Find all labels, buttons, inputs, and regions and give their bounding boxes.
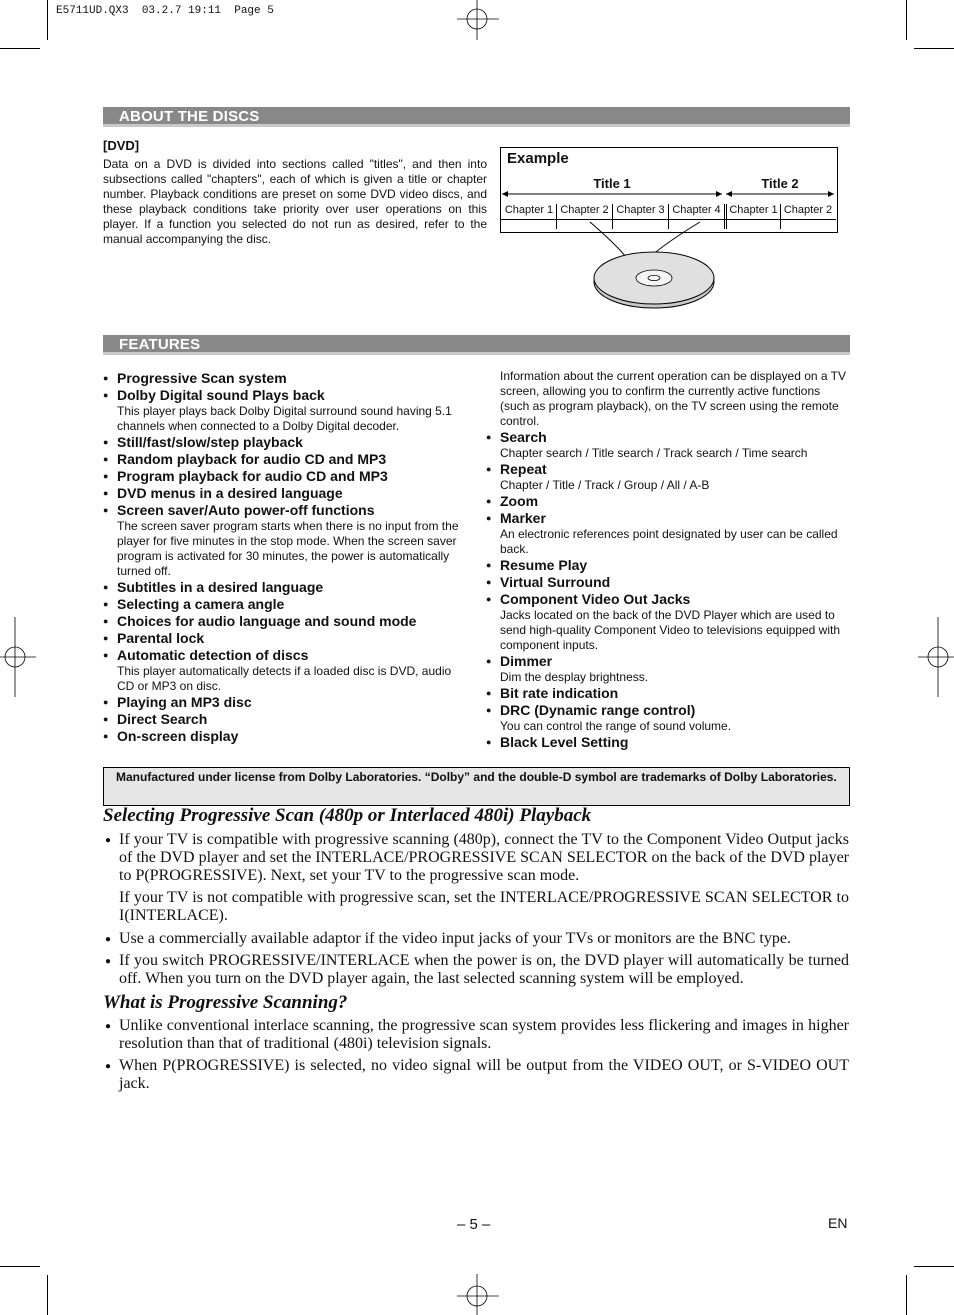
feature-item: ● Still/fast/slow/step playback bbox=[103, 434, 463, 451]
progressive-body bbox=[103, 831, 849, 988]
feature-item: ● Subtitles in a desired language bbox=[103, 579, 463, 596]
about-discs-heading-bar bbox=[103, 107, 850, 127]
feature-description: Jacks located on the back of the DVD Player which are used to send high-quality Component Video to televisions equipped with component inputs. bbox=[500, 608, 841, 652]
crop-mark bbox=[47, 1275, 48, 1315]
feature-item: ● Parental lock bbox=[103, 630, 463, 647]
what-is-heading: What is Progressive Scanning? bbox=[103, 992, 348, 1013]
feature-item: ● Component Video Out Jacks bbox=[486, 591, 846, 608]
crop-mark bbox=[0, 48, 40, 49]
feature-item: ● Screen saver/Auto power-off functions bbox=[103, 502, 463, 519]
example-label: Example bbox=[507, 150, 569, 167]
chapter-label: Chapter 1 bbox=[504, 204, 554, 216]
feature-item: ● Direct Search bbox=[103, 711, 463, 728]
feature-item: ● Progressive Scan system bbox=[103, 370, 463, 387]
feature-item: ● DRC (Dynamic range control) bbox=[486, 702, 846, 719]
dolby-notice: Manufactured under license from Dolby Laboratories. “Dolby” and the double-D symbol are trademarks of Dolby Laboratories. bbox=[103, 767, 850, 806]
features-heading: FEATURES bbox=[119, 336, 201, 353]
print-slug: E5711UD.QX3 03.2.7 19:11 Page 5 bbox=[56, 5, 274, 17]
feature-description: Dim the desplay brightness. bbox=[500, 670, 649, 684]
crop-mark bbox=[0, 1266, 40, 1267]
chapter-label: Chapter 2 bbox=[560, 204, 609, 216]
feature-description: An electronic references point designated by user can be called back. bbox=[500, 527, 838, 556]
registration-mark-left bbox=[0, 617, 40, 697]
page-number: – 5 – bbox=[457, 1216, 491, 1233]
features-list-right bbox=[486, 369, 846, 751]
features-heading-bar bbox=[103, 335, 850, 355]
feature-description: Chapter search / Title search / Track search / Time search bbox=[500, 446, 808, 460]
feature-description: This player plays back Dolby Digital surround sound having 5.1 channels when connected to a Dolby Digital decoder. bbox=[117, 404, 452, 433]
feature-description: The screen saver program starts when there is no input from the player for five minutes in the stop mode. When the screen saver program is activated for 30 minutes, the power is automatically turned off. bbox=[117, 519, 459, 578]
registration-mark-right bbox=[914, 617, 954, 697]
feature-item: ● Resume Play bbox=[486, 557, 846, 574]
crop-mark bbox=[906, 1275, 907, 1315]
chapter-label: Chapter 3 bbox=[616, 204, 665, 216]
dvd-label: [DVD] bbox=[103, 138, 140, 153]
feature-item: ● Selecting a camera angle bbox=[103, 596, 463, 613]
crop-mark bbox=[914, 48, 954, 49]
feature-item: ● Search bbox=[486, 429, 846, 446]
registration-mark-bottom bbox=[455, 1274, 501, 1315]
osd-description: Information about the current operation can be displayed on a TV screen, allowing you to confirm the currently active functions (such as program playback), on the TV screen using the remote control. bbox=[500, 369, 847, 428]
progressive-paragraph: ● If your TV is compatible with progressive scanning (480p), connect the TV to the Component Video Output jacks of the DVD player and set the INTERLACE/PROGRESSIVE SCAN SELECTOR on the back of the DVD player to P(PROGRESSIVE). Next, set your TV to the progressive scan mode. bbox=[103, 831, 849, 885]
feature-item: ● Random playback for audio CD and MP3 bbox=[103, 451, 463, 468]
feature-item: ● Choices for audio language and sound mode bbox=[103, 613, 463, 630]
feature-item: ● Dimmer bbox=[486, 653, 846, 670]
dvd-description: Data on a DVD is divided into sections called "titles", and then into subsections called "chapters", each of which is given a title or chapter number. Playback conditions are preset on some DVD video discs, and these playback conditions take priority over user operations on this player. If a function you selected do not run as desired, refer to the manual accompanying the disc. bbox=[103, 157, 487, 246]
crop-mark bbox=[906, 0, 907, 40]
chapter-label: Chapter 4 bbox=[672, 204, 721, 216]
feature-item: ● Playing an MP3 disc bbox=[103, 694, 463, 711]
progressive-paragraph: ● If you switch PROGRESSIVE/INTERLACE when the power is on, the DVD player will automatically be turned off. When you turn on the DVD player again, the last selected scanning system will be employed. bbox=[103, 952, 849, 988]
what-is-body bbox=[103, 1017, 849, 1093]
feature-item: ● Zoom bbox=[486, 493, 846, 510]
progressive-paragraph-cont: If your TV is not compatible with progressive scan, set the INTERLACE/PROGRESSIVE SCAN SELECTOR to I(INTERLACE). bbox=[119, 889, 849, 924]
title-2-label: Title 2 bbox=[761, 176, 799, 191]
what-is-paragraph: ● When P(PROGRESSIVE) is selected, no video signal will be output from the VIDEO OUT, or S-VIDEO OUT jack. bbox=[103, 1057, 849, 1093]
disc-icon bbox=[560, 218, 760, 316]
feature-item: ● Black Level Setting bbox=[486, 734, 846, 751]
feature-item: ● Repeat bbox=[486, 461, 846, 478]
registration-mark-top bbox=[455, 0, 501, 42]
feature-description: This player automatically detects if a loaded disc is DVD, audio CD or MP3 on disc. bbox=[117, 664, 452, 693]
feature-item: ● Automatic detection of discs bbox=[103, 647, 463, 664]
features-list-left bbox=[103, 370, 463, 745]
feature-description: You can control the range of sound volume. bbox=[500, 719, 732, 733]
feature-item: ● Program playback for audio CD and MP3 bbox=[103, 468, 463, 485]
feature-item: ● On-screen display bbox=[103, 728, 463, 745]
feature-item: ● Virtual Surround bbox=[486, 574, 846, 591]
progressive-paragraph: ● Use a commercially available adaptor if the video input jacks of your TVs or monitors are the BNC type. bbox=[103, 930, 849, 948]
chapter-label: Chapter 2 bbox=[783, 204, 833, 216]
about-discs-heading: ABOUT THE DISCS bbox=[119, 108, 260, 125]
progressive-heading: Selecting Progressive Scan (480p or Interlaced 480i) Playback bbox=[103, 805, 592, 826]
chapter-label: Chapter 1 bbox=[729, 204, 778, 216]
feature-item: ● Marker bbox=[486, 510, 846, 527]
title-1-label: Title 1 bbox=[593, 176, 631, 191]
language-tag: EN bbox=[828, 1215, 848, 1231]
crop-mark bbox=[47, 0, 48, 40]
crop-mark bbox=[914, 1266, 954, 1267]
what-is-paragraph: ● Unlike conventional interlace scanning, the progressive scan system provides less flickering and images in higher resolution than that of traditional (480i) television signals. bbox=[103, 1017, 849, 1053]
feature-item: ● Dolby Digital sound Plays back bbox=[103, 387, 463, 404]
feature-description: Chapter / Title / Track / Group / All / A-B bbox=[500, 478, 710, 492]
feature-item: ● Bit rate indication bbox=[486, 685, 846, 702]
feature-item: ● DVD menus in a desired language bbox=[103, 485, 463, 502]
